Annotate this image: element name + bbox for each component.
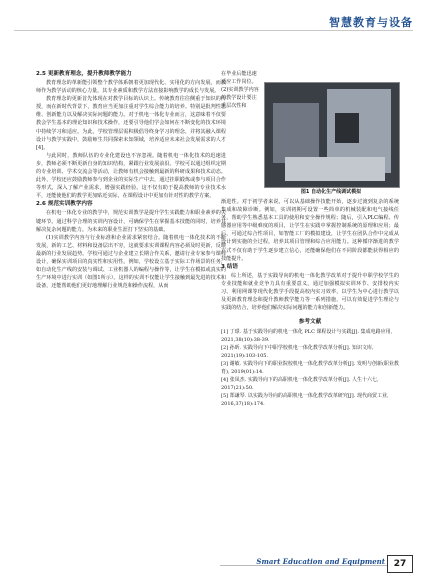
journal-title-cn: 智慧教育与设备	[329, 16, 413, 29]
paragraph: 与此同时，教师队伍的专业化建设也不容忽视。随着机电一体化技术的迅速进步，教师必须不断更新自身的知识结构，紧跟行业发展前沿。学校可以通过组织定期的专业培训、学术交流会等活动，让教师有机会接触到最新的科研成果和技术动态。此外，学校还应鼓励教师参与到企业的实际生产中去，通过挂职锻炼或参与项目合作等形式，深入了解产业需求，增强实践经验。这不仅有助于提高教师的专业技术水平，还能使他们的教学更加贴近实际，在课程设计中更加有针对性的教学方案。	[36, 152, 226, 200]
section-heading: 2.5 更新教育理念，提升教师教学能力	[36, 71, 132, 77]
page-footer	[0, 555, 427, 575]
paragraph: 在机电一体化专业的教学中，规范实训教学是提升学生实践能力和职业素养的关键环节。通过科学合理的实训内容设计，可确保学生在掌握基本技能的同时，培养其解决复杂问题的能力。为未来的职业生涯打下坚实的基础。	[36, 210, 226, 233]
photo-shape	[285, 157, 385, 181]
right-column	[221, 198, 399, 408]
page-number: 27	[387, 555, 413, 573]
figure-caption: 图1 自动化生产线调试模拟	[300, 189, 362, 195]
photo-shape	[335, 113, 359, 143]
reference-item: [3] 谢敏. 实践导向下的职业院校机电一体化教学改革分析[J]. 发明与创新(职业教育), 2019(01):14.	[221, 361, 399, 376]
paragraph: 教育理念的更新首先体现在对教学目标的认识上。传统教育往往侧重于知识的传授，而在新时代背景下，教育应当更加注重对学生综合能力的培养。特别是批判性思维、创新能力以及解决实际问题的能力。对于机电一体化专业而言，这意味着不仅要教会学生基本的理论知识和技术操作，还要引导他们学会如何在不断变化的技术环境中持续学习和适应。为此，学校管理层需积极倡导终身学习的理念，并将其融入课程设计与教学实践中，鼓励师生共同探索未知领域，培养适应未来社会发展需求的人才[4]。	[36, 96, 226, 151]
reference-item: [4] 张凤杰. 实践导向下的高职机电一体化教学改革分析[J]. 人生十六七, 2017(21):50.	[221, 377, 379, 392]
paragraph: (1)实训教学内容与行业标准和企业需求紧密结合。随着机电一体化技术的不断发展，新的工艺、材料和设备层出不穷，这就要求实训课程内容必须及时更新，反映最新的行业发展趋势。学校可通过与企业建立长期合作关系，邀请行业专家参与课程设计，确保实训项目的真实性和实用性。例如，学校设立基于实际工作场景的任务，如自动化生产线的安装与调试、工业机器人的编程与操作等，让学生在模拟或真实的生产环境中进行实训（如图1所示）。这样的实训不仅能让学生接触到最先进的技术和设备，还能帮助他们更好地理解行业规范和操作流程，从而	[36, 234, 226, 290]
paragraph: 教育理念的革新能引领整个教学体系朝着更加现代化、实用化的方向发展，而教师作为教学活动的核心力量，其专业素质和教学方法直接影响教学的成长与发展。	[36, 80, 226, 95]
figure-side-text: 在毕业后能迅速适应工作岗位。(2)实训教学内容的教学设计要注重层次性和	[221, 71, 259, 110]
reference-item: [5] 郑谦琴. 以实践为导向的高职机电一体化教学改革研究[J]. 现代商贸工业, 2016,37(18):174.	[221, 393, 389, 408]
header-rule	[14, 30, 413, 31]
journal-title-en: Smart Education and Equipment	[256, 557, 385, 566]
page-header	[0, 0, 427, 36]
reference-item: [2] 孙昕. 实践导向下中职学校机电一体化教学改革分析[J]. 知识文库, 2021(19):103-105.	[221, 345, 374, 360]
paragraph: 渐进性。对于初学者来说，可以从基础操作技能开始，逐步过渡到复杂的系统集成和故障诊断。例如，实训初期可设置一些简单的机械装配和电气接线任务，帮助学生熟悉基本工具的使用和安全操作规程；随后，引入PLC编程、传感器应用等中级难度的项目，让学生在实践中掌握控制系统的原理和应用；最后，可通过综合性项目，如智能工厂的模拟建设，让学生在团队合作中完成从设计到实施的全过程，培养其项目管理和综合应用能力。这种循序渐进的教学方式不仅有助于学生逐步建立信心，还能确保他们在不同阶段都能获得相应的技能提升。	[221, 199, 399, 262]
left-column	[36, 70, 226, 290]
figure-photo-automation-line	[264, 82, 400, 188]
paragraph: 综上所述，基于实践导向的机电一体化教学改革对于提升中职学校学生的专业技能和就业竞争力具有重要意义。通过加强模拟实训环节、安排校内实习、利用网课等现代化教学手段提高校内实习效率，以学生为中心进行教学以及更新教育理念和提升教师教学能力等一系列措施，可以有效促进学生理论与实践的结合，培养他们解决实际问题的能力和创新能力。	[221, 272, 399, 312]
references-title: 参考文献	[298, 319, 322, 326]
reference-item: [1] 丁璟. 基于实践导向的机电一体化 PLC 课程设计与实践[J]. 集成电路应用, 2021,38(10):38-39.	[221, 329, 393, 344]
photo-shape	[273, 103, 319, 163]
section-heading: 3 结语	[221, 263, 239, 270]
section-heading: 2.6 规范实训教学内容	[36, 201, 93, 208]
